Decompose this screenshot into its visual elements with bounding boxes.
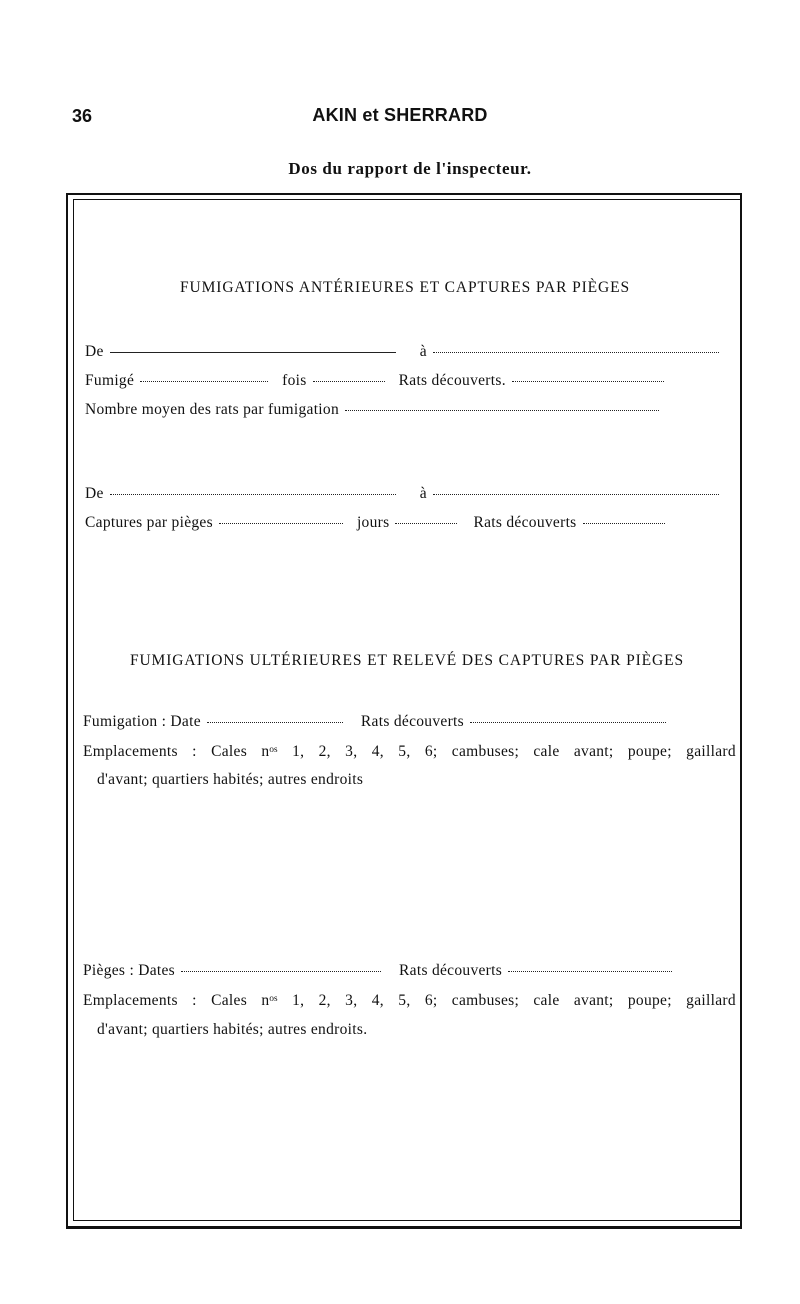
blank-jours[interactable] <box>395 523 457 524</box>
row-pieges-dates <box>83 962 678 980</box>
label-captures-par-pieges: Captures par pièges <box>85 514 213 531</box>
word: cale <box>533 992 560 1009</box>
row-emplacements-pieges-cont <box>97 1021 367 1039</box>
row-date-range-fumigation <box>85 343 725 361</box>
label-jours: jours <box>356 514 390 531</box>
word: 2, <box>318 743 331 760</box>
word: 2, <box>318 992 331 1009</box>
word: : <box>192 743 197 760</box>
word: poupe; <box>627 743 672 760</box>
text-emplacements-line2: d'avant; quartiers habités; autres endroits. <box>97 1021 368 1038</box>
blank-de[interactable] <box>110 494 396 495</box>
row-date-range-pieges <box>85 485 725 503</box>
running-head: AKIN et SHERRARD <box>312 105 488 125</box>
label-rats-decouverts: Rats découverts <box>360 713 464 730</box>
word: 5, <box>398 992 411 1009</box>
word: 4, <box>371 992 384 1009</box>
word: Emplacements <box>83 743 178 760</box>
blank-nombre-moyen[interactable] <box>345 410 659 411</box>
blank-de[interactable] <box>110 352 396 353</box>
blank-a[interactable] <box>433 352 719 353</box>
blank-pieges-dates[interactable] <box>181 971 381 972</box>
blank-rats[interactable] <box>508 971 672 972</box>
word: 1, <box>292 743 305 760</box>
word: 3, <box>345 992 358 1009</box>
blank-rats[interactable] <box>470 722 666 723</box>
blank-fois[interactable] <box>313 381 385 382</box>
label-de: De <box>85 343 104 360</box>
word: cale <box>533 743 560 760</box>
blank-fumige[interactable] <box>140 381 268 382</box>
word: 4, <box>371 743 384 760</box>
word: Cales <box>211 743 248 760</box>
word: avant; <box>573 992 614 1009</box>
word: Emplacements <box>83 992 178 1009</box>
row-nombre-moyen <box>85 401 665 419</box>
section-heading-subsequent: FUMIGATIONS ULTÉRIEURES ET RELEVÉ DES CAPTURES PAR PIÈGES <box>129 652 685 669</box>
blank-rats[interactable] <box>512 381 664 382</box>
row-captures <box>85 514 671 532</box>
word: 1, <box>292 992 305 1009</box>
text-emplacements-line2: d'avant; quartiers habités; autres endroits <box>97 771 364 788</box>
label-rats-decouverts: Rats découverts <box>473 514 577 531</box>
label-rats-decouverts: Rats découverts <box>399 962 503 979</box>
word: cambuses; <box>451 992 520 1009</box>
word: 5, <box>398 743 411 760</box>
word: cambuses; <box>451 743 520 760</box>
label-a: à <box>419 343 427 360</box>
row-emplacements-pieges <box>83 992 736 1010</box>
word: gaillard <box>686 992 736 1009</box>
blank-fumigation-date[interactable] <box>207 722 343 723</box>
label-a: à <box>419 485 427 502</box>
label-nombre-moyen: Nombre moyen des rats par fumigation <box>85 401 340 418</box>
label-fumige: Fumigé <box>85 372 135 389</box>
label-rats-decouverts: Rats découverts. <box>398 372 506 389</box>
word: nᵒˢ <box>261 743 278 760</box>
word: gaillard <box>686 743 736 760</box>
blank-rats[interactable] <box>583 523 665 524</box>
label-pieges-dates: Pièges : Dates <box>83 962 176 979</box>
label-fumigation-date: Fumigation : Date <box>83 713 201 730</box>
row-emplacements-fumigation-cont <box>97 771 363 789</box>
word: 6; <box>424 743 438 760</box>
word: 6; <box>424 992 438 1009</box>
page-number: 36 <box>72 106 93 126</box>
row-fumigation-date <box>83 713 672 731</box>
word: poupe; <box>627 992 672 1009</box>
blank-a[interactable] <box>433 494 719 495</box>
word: : <box>192 992 197 1009</box>
word: nᵒˢ <box>261 992 278 1009</box>
blank-captures[interactable] <box>219 523 343 524</box>
word: Cales <box>211 992 248 1009</box>
row-emplacements-fumigation <box>83 743 736 761</box>
form-title: Dos du rapport de l'inspecteur. <box>288 159 532 178</box>
row-fumige <box>85 372 670 390</box>
label-de: De <box>85 485 104 502</box>
section-heading-prior: FUMIGATIONS ANTÉRIEURES ET CAPTURES PAR PIÈGES <box>179 279 631 296</box>
label-fois: fois <box>282 372 307 389</box>
word: avant; <box>573 743 614 760</box>
word: 3, <box>345 743 358 760</box>
